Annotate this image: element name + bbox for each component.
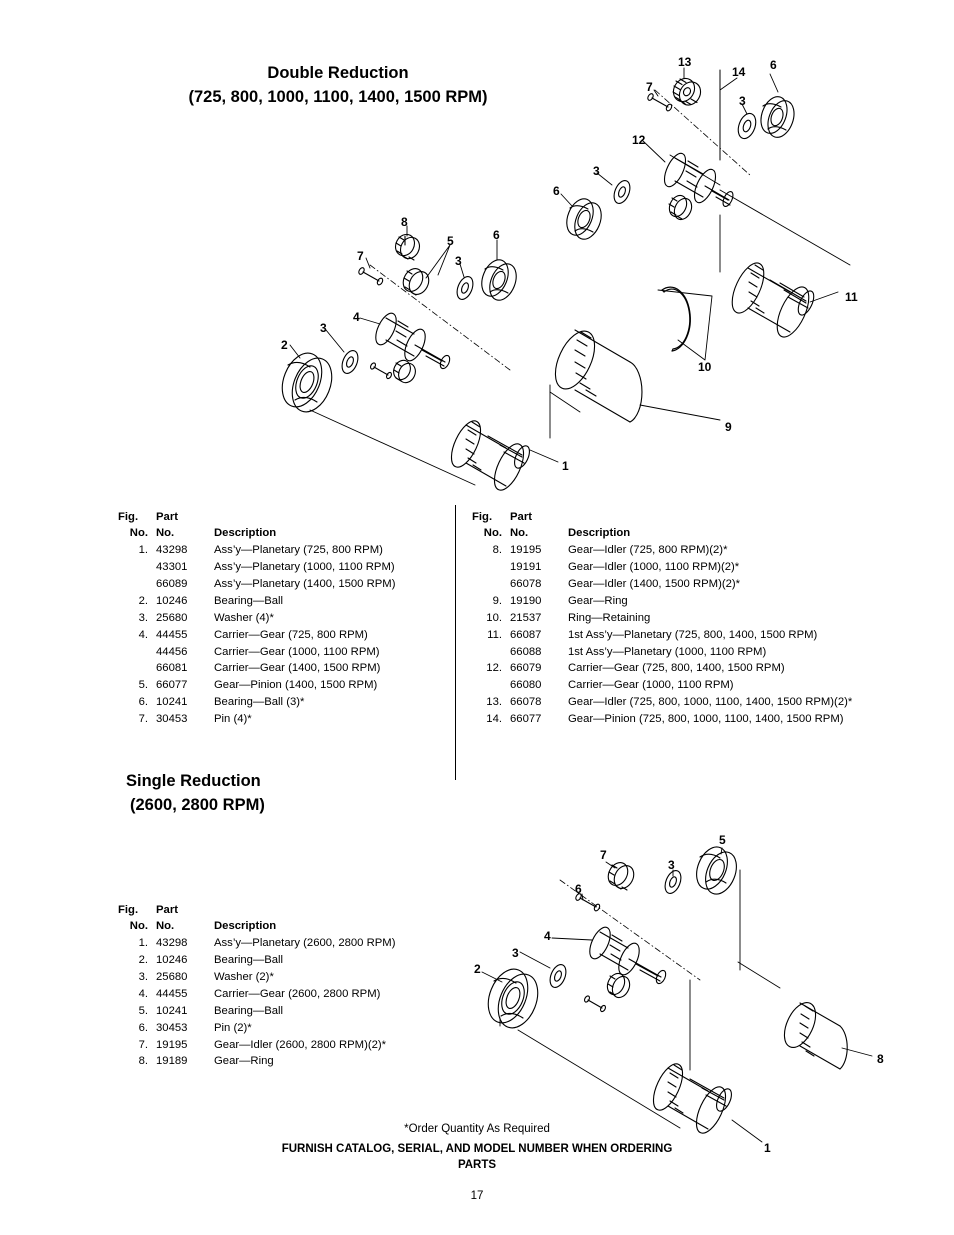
- table-row: [118, 1003, 395, 1020]
- description: Gear—Ring: [214, 1055, 274, 1068]
- header-fig-label: Fig.: [472, 511, 493, 523]
- callout-single-4-4: 4: [544, 929, 551, 943]
- table-header-row-single: [118, 918, 395, 935]
- table-row: [118, 660, 395, 677]
- fig-no: 14.: [486, 713, 502, 725]
- description: Gear—Ring: [568, 594, 628, 607]
- part-no: 21537: [510, 611, 542, 624]
- description: Gear—Pinion (1400, 1500 RPM): [214, 679, 378, 692]
- header-part-no: No.: [156, 527, 175, 540]
- parts-list-right: [472, 525, 852, 728]
- parts-list-left: [118, 525, 395, 728]
- fig-no: [472, 677, 510, 694]
- table-row: [472, 677, 852, 694]
- part-no: 19191: [510, 561, 542, 574]
- header-part-no: No.: [156, 920, 175, 933]
- fig-no: 8.: [138, 1055, 148, 1068]
- description: Ass’y—Planetary (2600, 2800 RPM): [214, 937, 396, 950]
- header-fig-no: No.: [129, 920, 148, 933]
- callout-double-13-0: 13: [678, 55, 692, 69]
- table-row: [118, 559, 395, 576]
- description: Carrier—Gear (1000, 1100 RPM): [568, 679, 734, 692]
- callout-double-5-10: 5: [447, 234, 454, 248]
- fig-no: 12.: [486, 662, 502, 675]
- page-title-single-reduction: [126, 770, 426, 818]
- description: Ring—Retaining: [568, 611, 651, 624]
- part-no: 66089: [156, 578, 188, 590]
- fig-no: [472, 559, 510, 576]
- table-row: [118, 677, 395, 694]
- fig-no: 6.: [138, 1021, 148, 1034]
- fig-no: 4.: [138, 628, 148, 641]
- description: Bearing—Ball: [214, 1004, 284, 1017]
- column-divider: [455, 505, 456, 780]
- description: 1st Ass’y—Planetary (1000, 1100 RPM): [568, 645, 767, 658]
- part-no: 44455: [156, 628, 188, 641]
- description: Carrier—Gear (1400, 1500 RPM): [214, 662, 381, 675]
- description: 1st Ass’y—Planetary (725, 800, 1400, 1500 RPM): [568, 628, 818, 641]
- part-no: 66077: [510, 713, 542, 725]
- callout-single-8-7: 8: [877, 1052, 884, 1066]
- description: Ass’y—Planetary (1400, 1500 RPM): [214, 578, 396, 590]
- description: Carrier—Gear (1000, 1100 RPM): [214, 645, 380, 658]
- description: Bearing—Ball: [214, 594, 284, 607]
- fig-no: 2.: [138, 954, 148, 967]
- part-no: 66078: [510, 578, 542, 590]
- double-reduction-drawing: [250, 40, 950, 490]
- description: Gear—Pinion (725, 800, 1000, 1100, 1400, 1500 RPM): [568, 713, 844, 725]
- description: Carrier—Gear (725, 800, 1400, 1500 RPM): [568, 662, 785, 675]
- furnish-note-line1: FURNISH CATALOG, SERIAL, AND MODEL NUMBER WHEN ORDERING: [281, 1143, 673, 1155]
- table-header-line1-right: [472, 509, 852, 525]
- fig-no: 11.: [487, 628, 502, 641]
- table-header-row-left: [118, 525, 395, 542]
- fig-no: 7.: [138, 713, 148, 725]
- callout-double-7-3: 7: [646, 80, 653, 94]
- fig-no: [472, 644, 510, 661]
- part-no: 44455: [156, 987, 188, 1000]
- table-row: [472, 610, 852, 627]
- description: Gear—Idler (2600, 2800 RPM)(2)*: [214, 1038, 387, 1051]
- header-description: Description: [214, 527, 277, 540]
- header-fig-no: No.: [483, 527, 502, 540]
- callout-double-6-11: 6: [493, 228, 500, 242]
- part-no: 19190: [510, 594, 542, 607]
- fig-no: 1.: [138, 544, 148, 557]
- header-part-label: Part: [510, 511, 532, 523]
- single-reduction-drawing: [440, 820, 940, 1160]
- callout-single-3-2: 3: [668, 858, 675, 872]
- header-part-no: No.: [510, 527, 529, 540]
- callout-single-3-5: 3: [512, 946, 519, 960]
- description: Carrier—Gear (2600, 2800 RPM): [214, 987, 381, 1000]
- callout-double-14-1: 14: [732, 65, 746, 79]
- fig-no: [118, 660, 156, 677]
- order-quantity-note: *Order Quantity As Required: [404, 1123, 550, 1135]
- callout-double-4-14: 4: [353, 310, 360, 324]
- parts-list-single: [118, 918, 395, 1070]
- part-no: 19195: [510, 544, 542, 557]
- part-no: 43298: [156, 544, 188, 557]
- table-row: [472, 542, 852, 559]
- part-no: 66077: [156, 679, 188, 692]
- table-row: [472, 627, 852, 644]
- table-header-row-right: [472, 525, 852, 542]
- part-no: 66088: [510, 645, 542, 658]
- description: Carrier—Gear (725, 800 RPM): [214, 628, 368, 641]
- description: Gear—Idler (1000, 1100 RPM)(2)*: [568, 561, 740, 574]
- title-double-line1: Double Reduction: [267, 64, 409, 82]
- parts-table-double-right: [472, 509, 852, 728]
- part-no: 43301: [156, 561, 188, 574]
- part-no: 66087: [510, 628, 542, 641]
- callout-double-3-6: 3: [593, 164, 600, 178]
- description: Ass’y—Planetary (1000, 1100 RPM): [214, 561, 395, 574]
- part-no: 66078: [510, 696, 542, 709]
- fig-no: 7.: [138, 1038, 148, 1051]
- header-part-label: Part: [156, 904, 178, 916]
- part-no: 19195: [156, 1038, 188, 1051]
- description: Gear—Idler (725, 800 RPM)(2)*: [568, 544, 728, 557]
- fig-no: 8.: [492, 544, 502, 557]
- table-row: [118, 952, 395, 969]
- header-fig-label: Fig.: [118, 511, 139, 523]
- table-row: [118, 694, 395, 711]
- callout-double-11-8: 11: [845, 290, 858, 304]
- callout-double-6-2: 6: [770, 58, 777, 72]
- part-no: 66081: [156, 662, 188, 675]
- header-description: Description: [214, 920, 277, 933]
- furnish-note-line2: PARTS: [457, 1158, 497, 1171]
- callout-double-3-13: 3: [455, 254, 462, 268]
- part-no: 25680: [156, 611, 188, 624]
- callout-single-1-8: 1: [764, 1141, 771, 1155]
- description: Gear—Idler (725, 800, 1000, 1100, 1400, 1500 RPM)(2)*: [568, 696, 853, 709]
- fig-no: 10.: [486, 611, 502, 624]
- header-fig-label: Fig.: [118, 904, 139, 916]
- part-no: 66079: [510, 662, 542, 675]
- table-row: [472, 559, 852, 576]
- table-header-line1-single: [118, 902, 395, 918]
- table-row: [118, 1037, 395, 1054]
- fig-no: [118, 559, 156, 576]
- fig-no: 2.: [138, 594, 148, 607]
- callout-double-6-7: 6: [553, 184, 560, 198]
- part-no: 10246: [156, 594, 188, 607]
- description: Ass’y—Planetary (725, 800 RPM): [214, 544, 383, 557]
- parts-table-double-left: [118, 509, 395, 728]
- description: Bearing—Ball (3)*: [214, 696, 305, 709]
- page-number: 17: [470, 1190, 484, 1202]
- table-row: [472, 593, 852, 610]
- description: Bearing—Ball: [214, 954, 284, 967]
- callout-double-3-15: 3: [320, 321, 327, 335]
- table-row: [472, 694, 852, 711]
- part-no: 10241: [156, 696, 188, 709]
- fig-no: [472, 576, 510, 593]
- callout-single-5-0: 5: [719, 833, 726, 847]
- table-row: [118, 644, 395, 661]
- exploded-diagram-double-reduction: [250, 40, 950, 490]
- description: Gear—Idler (1400, 1500 RPM)(2)*: [568, 578, 741, 590]
- callout-double-3-4: 3: [739, 94, 746, 108]
- part-no: 66080: [510, 679, 542, 692]
- header-description: Description: [568, 527, 631, 540]
- part-no: 25680: [156, 971, 188, 983]
- furnish-catalog-note: [0, 1142, 954, 1173]
- header-part-label: Part: [156, 511, 178, 523]
- part-no: 10241: [156, 1004, 188, 1017]
- part-no: 43298: [156, 937, 188, 950]
- callout-double-1-19: 1: [562, 459, 569, 473]
- table-row: [118, 986, 395, 1003]
- table-header-line1-left: [118, 509, 395, 525]
- table-row: [118, 610, 395, 627]
- fig-no: 13.: [486, 696, 502, 709]
- title-double-line2: (725, 800, 1000, 1100, 1400, 1500 RPM): [188, 87, 488, 106]
- part-no: 44456: [156, 645, 188, 658]
- callout-double-7-12: 7: [357, 249, 364, 263]
- header-fig-no: No.: [129, 527, 148, 540]
- fig-no: 4.: [138, 987, 148, 1000]
- table-row: [118, 542, 395, 559]
- table-row: [118, 576, 395, 593]
- table-row: [472, 644, 852, 661]
- callout-single-7-1: 7: [600, 848, 607, 862]
- table-row: [472, 660, 852, 677]
- fig-no: 6.: [138, 696, 148, 709]
- title-single-line2: (2600, 2800 RPM): [130, 795, 265, 814]
- table-row: [118, 969, 395, 986]
- part-no: 30453: [156, 713, 188, 725]
- fig-no: 5.: [138, 1004, 148, 1017]
- callout-double-10-17: 10: [698, 360, 712, 374]
- callout-double-9-18: 9: [725, 420, 732, 434]
- callout-double-12-5: 12: [632, 133, 646, 147]
- fig-no: 1.: [138, 937, 148, 950]
- fig-no: 9.: [492, 594, 502, 607]
- description: Washer (2)*: [214, 971, 274, 983]
- table-row: [118, 593, 395, 610]
- callout-double-8-9: 8: [401, 215, 408, 229]
- fig-no: 3.: [138, 611, 148, 624]
- parts-table-single: [118, 902, 395, 1070]
- table-row: [472, 576, 852, 593]
- fig-no: [118, 644, 156, 661]
- fig-no: 5.: [138, 679, 148, 692]
- callout-single-2-6: 2: [474, 962, 481, 976]
- callout-double-2-16: 2: [281, 338, 288, 352]
- part-no: 30453: [156, 1021, 188, 1034]
- title-single-line1: Single Reduction: [126, 772, 261, 790]
- description: Pin (2)*: [214, 1021, 252, 1034]
- table-row: [118, 627, 395, 644]
- part-no: 10246: [156, 954, 188, 967]
- table-row: [118, 1020, 395, 1037]
- callout-single-6-3: 6: [575, 882, 582, 896]
- description: Pin (4)*: [214, 713, 252, 725]
- table-row: [118, 711, 395, 728]
- fig-no: [118, 576, 156, 593]
- table-row: [118, 1053, 395, 1070]
- table-row: [118, 935, 395, 952]
- fig-no: 3.: [138, 971, 148, 983]
- part-no: 19189: [156, 1055, 188, 1068]
- table-row: [472, 711, 852, 728]
- description: Washer (4)*: [214, 611, 274, 624]
